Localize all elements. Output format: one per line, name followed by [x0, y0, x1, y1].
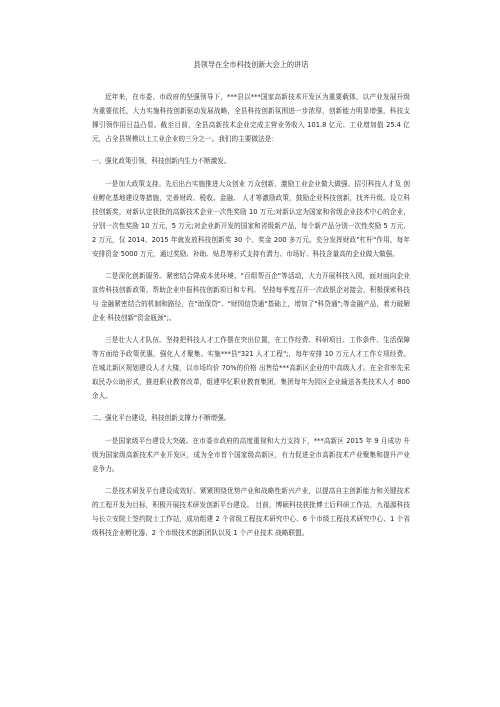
section-heading: 二、强化平台建设，科技创新支撑力不断增强。	[92, 414, 231, 422]
section-heading: 一、强化政策引领，科技创新内生力不断激发。	[92, 157, 231, 165]
document-body	[92, 90, 410, 540]
paragraph: 一是加大政策支持。先后出台实施推进大众创业 万众创新、激励工业企业做大做强、招引科技人才及 创业孵化基地建设等措施，完善财政、税收、金融、 人才等激励政策，鼓励企业科技创新，找齐升级。设立科技创新奖，对新认定获批的高新技术企业一次性奖励 10 万元;对新认定为国家和省级企业技术中心的企业，分别一次性奖励 10 万元、5 万元;对企业新开发的国家和省级新产品，每个新产品分别一次性奖励 5 万元、 2 万元，仅 2014、2015 年就发放科技创新奖 30 个、奖金 200 多万元。充分发挥财政"杠杆"作用，每年安排资金 5000 万元，通过奖励、补助、贴息等形式支持有潜力、市场好、科技含量高的企业做大做强。	[92, 180, 410, 258]
paragraph: 二是技术研发平台建设成效好。紧紧围绕优势产业和战略性新兴产业，以提高自主创新能力和关键技术的工程开发为目标，积极开展技术研发创新平台建设。 目前，博硕科技获批博士后科研工作站，九福源科技与长立安院士签约院士工作站，成功组建 2 个省级工程技术研究中心、6 个市级工程技术研究中心、1 个省级科技企业孵化器、2 个市级技术创新团队以及 1 个产业技术 战略联盟。	[92, 487, 410, 537]
paragraph: 一是国家级平台建设大突破。在市委市政府的高度重视和大力支持下，***高新区 2015 年 9 月成功 升级为国家级高新技术产业开发区，成为全市首个国家级高新区，有力促进全市高新技术产业聚集和提升产业竞争力。	[92, 437, 410, 473]
paragraph: 三是壮大人才队伍。坚持把科技人才工作摆在突出位置，在工作经费、科研项目、工作条件、生活保障等方面给予政策优惠，强化人才聚集。实施***县"321 人才工程";，每年安排 10 万元人才工作专项经费。 在城北新区规划建设人才大楼，以市场均价 70%的价格 出售给***高新区企业的中高级人才。在全省率先采取民办公助形式，推进职业教育改革，组建华忆职业教育集团，集团每年为园区企业输送各类技术人才 800 余人。	[92, 336, 410, 400]
paragraph: 近年来，在市委、市政府的坚强领导下，***县以***国家高新技术开发区为重要载体，以产业发展升级为重要依托，大力实施科技创新驱动发展战略，全县科技创新氛围进一步浓厚，创新能力明显增强，科技支撑引领作用日益凸显。截至目前，全县高新技术企业完成主营业务收入 101.8 亿元、工业增加值 25.4 亿元，占全县规模以上工业企业的三分之一。我们的主要做法是：	[92, 93, 410, 143]
page-title: 县领导在全市科技创新大会上的讲话	[193, 60, 309, 69]
paragraph: 二是深化创新服务。紧密结合降成本优环境、"百组帮百企"等活动，大力开展科技入园，面对面向企业宣传科技创新政策、帮助企业申报科技创新项目和专利。 坚持每季度召开一次政银企对接会，积极探索科技与 金融紧密结合的机制和路径，在"助保贷"、"财园信贷通"基础上，增加了"科贷通";等金融产品，着力破解企业 科技创新"资金瓶颈";。	[92, 272, 410, 322]
document-page	[92, 60, 410, 548]
